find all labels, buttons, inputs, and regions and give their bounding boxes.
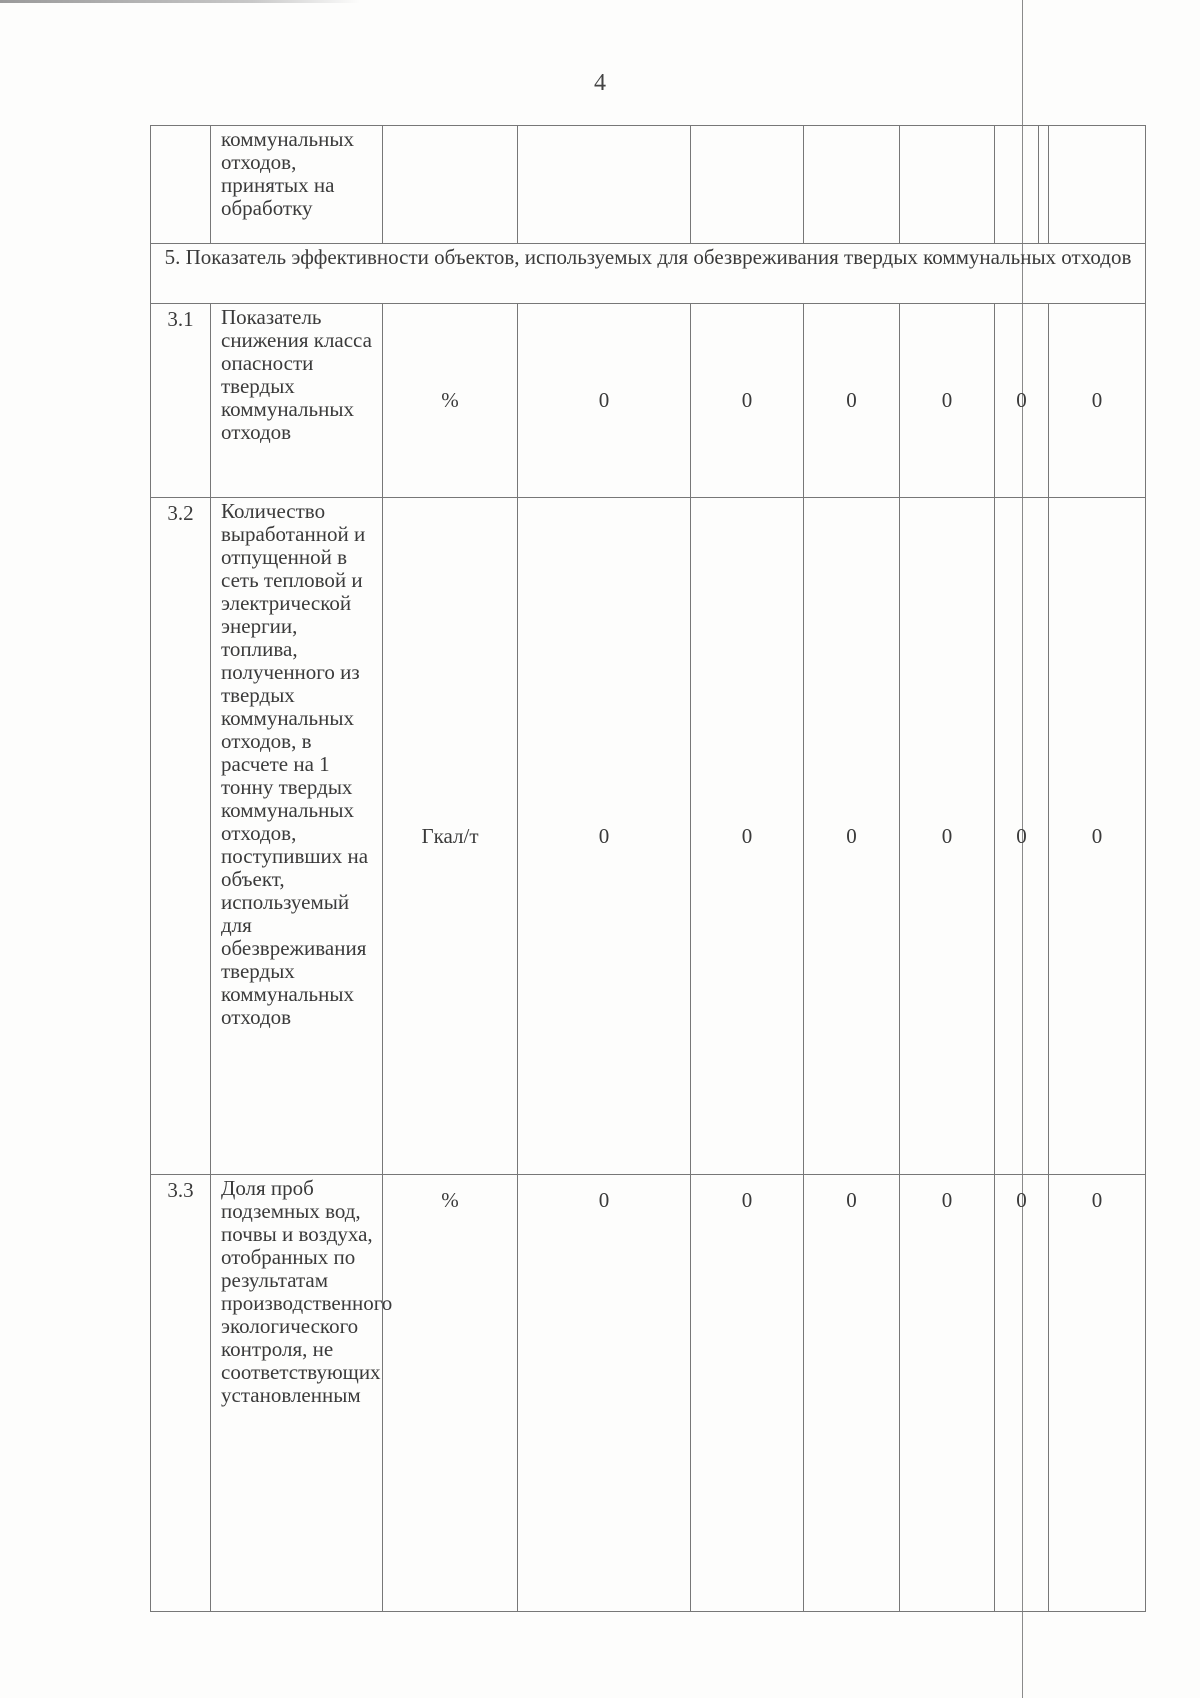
cell-value: 0 bbox=[1049, 498, 1146, 1175]
cell-unit bbox=[383, 126, 518, 244]
cell-value: 0 bbox=[995, 498, 1049, 1175]
cell-value: 0 bbox=[1049, 304, 1146, 498]
table-row bbox=[151, 1175, 1146, 1612]
scan-edge-mark bbox=[0, 0, 360, 3]
cell-value-narrow bbox=[1039, 126, 1049, 244]
cell-value bbox=[900, 126, 995, 244]
cell-value: 0 bbox=[900, 304, 995, 498]
cell-value: 0 bbox=[900, 1175, 995, 1612]
cell-value: 0 bbox=[691, 304, 804, 498]
cell-value: 0 bbox=[518, 1175, 691, 1612]
table-row bbox=[151, 304, 1146, 498]
cell-unit: % bbox=[383, 304, 518, 498]
cell-value bbox=[1049, 126, 1146, 244]
cell-indicator-name: Показатель снижения класса опасности твердых коммунальных отходов bbox=[211, 304, 383, 498]
page-number: 4 bbox=[594, 70, 606, 96]
indicators-table bbox=[150, 125, 1146, 1612]
cell-value: 0 bbox=[804, 498, 900, 1175]
cell-number bbox=[151, 126, 211, 244]
cell-indicator-name: Количество выработанной и отпущенной в сеть тепловой и электрической энергии, топлива, полученного из твердых коммунальных отходов, в расчете на 1 тонну твердых коммунальных отходов, поступивших на объект, используемый для обезвреживания твердых коммунальных отходов bbox=[211, 498, 383, 1175]
section-title: Показатель эффективности объектов, используемых для обезвреживания твердых коммунальных отходов bbox=[185, 245, 1132, 269]
cell-value: 0 bbox=[900, 498, 995, 1175]
table-row-section-heading bbox=[151, 244, 1146, 304]
cell-value bbox=[804, 126, 900, 244]
cell-unit: % bbox=[383, 1175, 518, 1612]
cell-value: 0 bbox=[1049, 1175, 1146, 1612]
cell-value: 0 bbox=[995, 1175, 1049, 1612]
cell-value: 0 bbox=[518, 498, 691, 1175]
cell-number: 3.1 bbox=[151, 304, 211, 498]
table-row-continuation bbox=[151, 126, 1146, 244]
section-heading bbox=[151, 244, 1146, 304]
cell-value: 0 bbox=[804, 304, 900, 498]
cell-value bbox=[518, 126, 691, 244]
section-number: 5. bbox=[164, 245, 181, 269]
cell-indicator-name: Доля проб подземных вод, почвы и воздуха, отобранных по результатам производственного экологического контроля, не соответствующих установленным bbox=[211, 1175, 383, 1612]
cell-indicator-name: коммунальных отходов, принятых на обработку bbox=[211, 126, 383, 244]
cell-value: 0 bbox=[995, 304, 1049, 498]
cell-value bbox=[691, 126, 804, 244]
cell-value: 0 bbox=[691, 1175, 804, 1612]
table-row bbox=[151, 498, 1146, 1175]
cell-value: 0 bbox=[691, 498, 804, 1175]
cell-unit: Гкал/т bbox=[383, 498, 518, 1175]
cell-number: 3.2 bbox=[151, 498, 211, 1175]
cell-value: 0 bbox=[518, 304, 691, 498]
cell-value bbox=[995, 126, 1039, 244]
cell-number: 3.3 bbox=[151, 1175, 211, 1612]
cell-value: 0 bbox=[804, 1175, 900, 1612]
